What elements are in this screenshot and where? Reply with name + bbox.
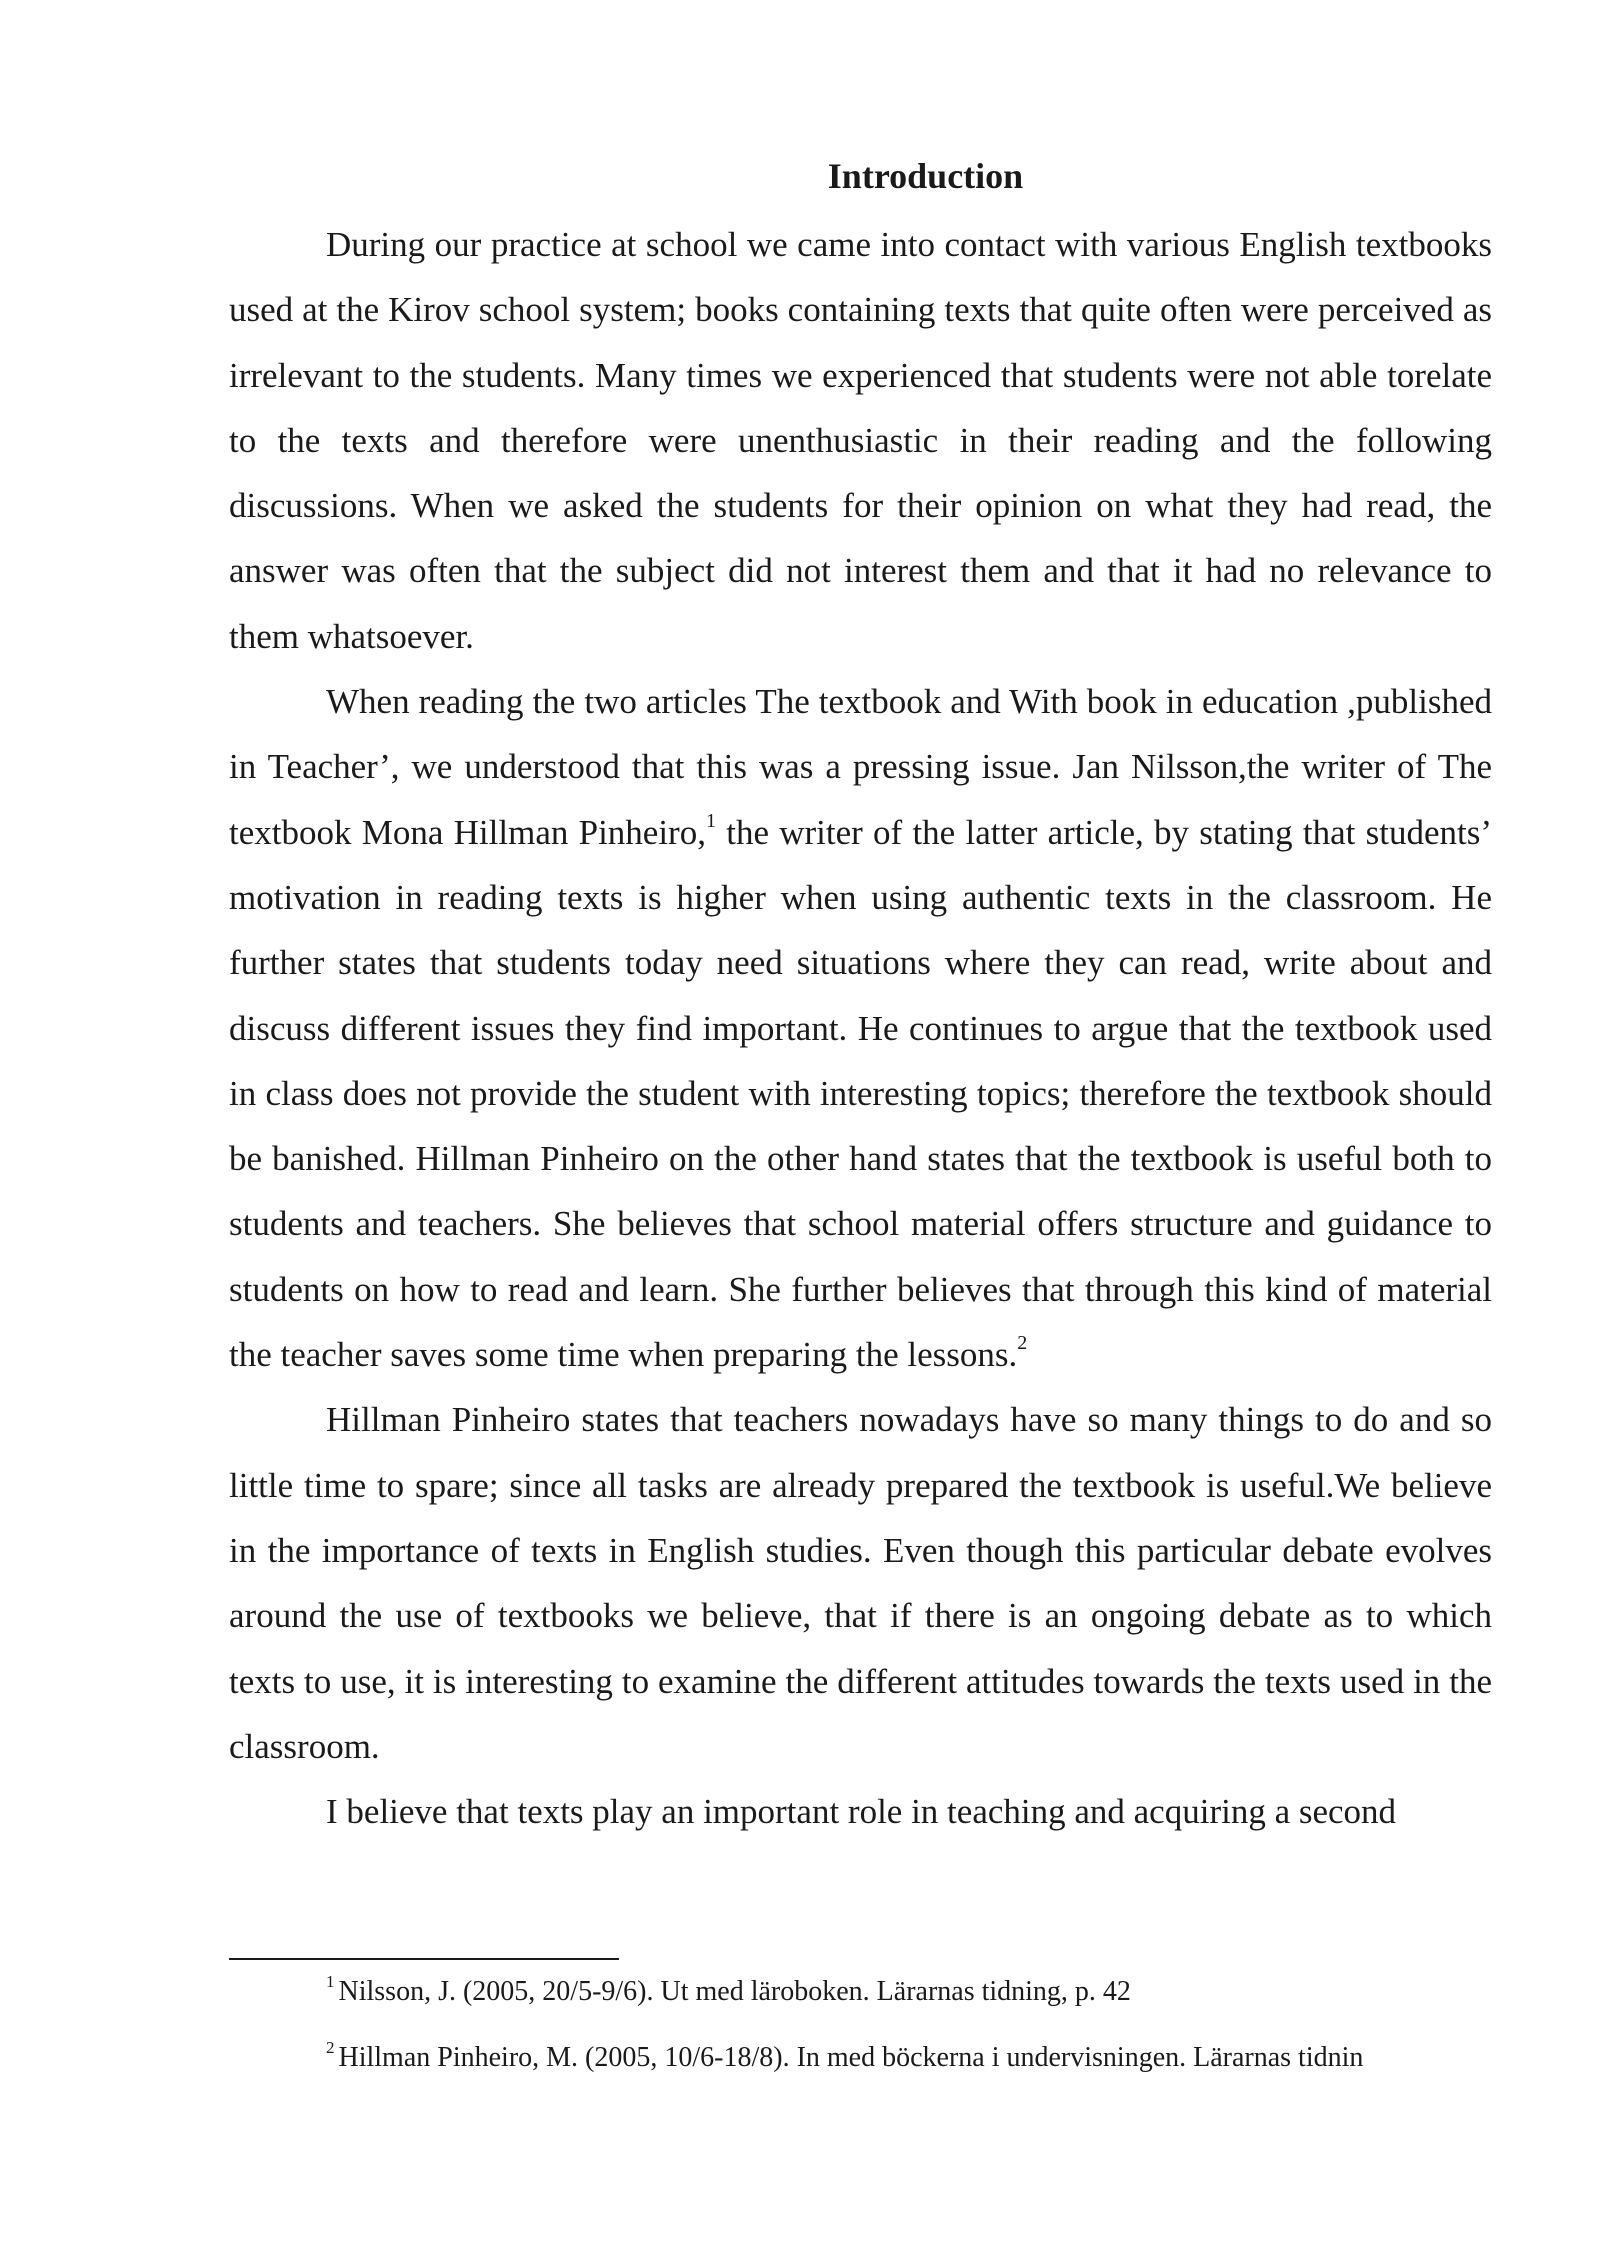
paragraph [229, 1779, 1492, 1844]
paragraph [229, 1387, 1492, 1779]
footnote-reference[interactable]: 1 [705, 810, 716, 833]
section-heading: Introduction [827, 156, 1024, 196]
paragraph-text: the writer of the latter article, by stating that students’ motivation in reading texts is higher when using authentic texts in the classroom. He further states that students today need situations where they can read, write about and discuss different issues they find important. He continues to argue that the textbook used in class does not provide the student with interesting topics; therefore the textbook should be banished. Hillman Pinheiro on the other hand states that the textbook is useful both to students and teachers. She believes that school material offers structure and guidance to students on how to read and learn. She further believes that through this kind of material the teacher saves some time when preparing the lessons. [229, 812, 1493, 1375]
footnote-number: 2 [326, 2038, 335, 2057]
footnote-text: Hillman Pinheiro, M. (2005, 10/6-18/8). In med böckerna i undervisningen. Lärarnas tidnin [338, 2042, 1364, 2073]
page-content [229, 150, 1492, 1844]
footnote-divider [229, 1958, 619, 1960]
footnotes [326, 1972, 1506, 2104]
body-text [229, 212, 1492, 1844]
paragraph-text: During our practice at school we came into contact with various English textbooks used at the Kirov school system; books containing texts that quite often were perceived as irrelevant to the students. Many times we experienced that students were not able torelate to the texts and therefore were unenthusiastic in their reading and the following discussions. When we asked the students for their opinion on what they had read, the answer was often that the subject did not interest them and that it had no relevance to them whatsoever. [229, 225, 1492, 656]
footnote [326, 1972, 1506, 2012]
footnote-reference[interactable]: 2 [1017, 1332, 1028, 1355]
paragraph-text: Hillman Pinheiro states that teachers nowadays have so many things to do and so little time to spare; since all tasks are already prepared the textbook is useful.We believe in the importance of texts in English studies. Even though this particular debate evolves around the use of textbooks we believe, that if there is an ongoing debate as to which texts to use, it is interesting to examine the different attitudes towards the texts used in the classroom. [229, 1400, 1492, 1766]
footnote [326, 2038, 1506, 2078]
paragraph [229, 212, 1492, 669]
paragraph-text: When reading the two articles The textbook and With book in education ,published in Teacher’, we understood that this was a pressing issue. Jan Nilsson,the writer of The textbook Mona Hillman Pinheiro, [229, 682, 1492, 852]
footnote-number: 1 [326, 1972, 335, 1991]
paragraph [229, 669, 1492, 1387]
footnote-text: Nilsson, J. (2005, 20/5-9/6). Ut med läroboken. Lärarnas tidning, p. 42 [338, 1976, 1131, 2007]
paragraph-text: I believe that texts play an important role in teaching and acquiring a second [326, 1792, 1397, 1832]
